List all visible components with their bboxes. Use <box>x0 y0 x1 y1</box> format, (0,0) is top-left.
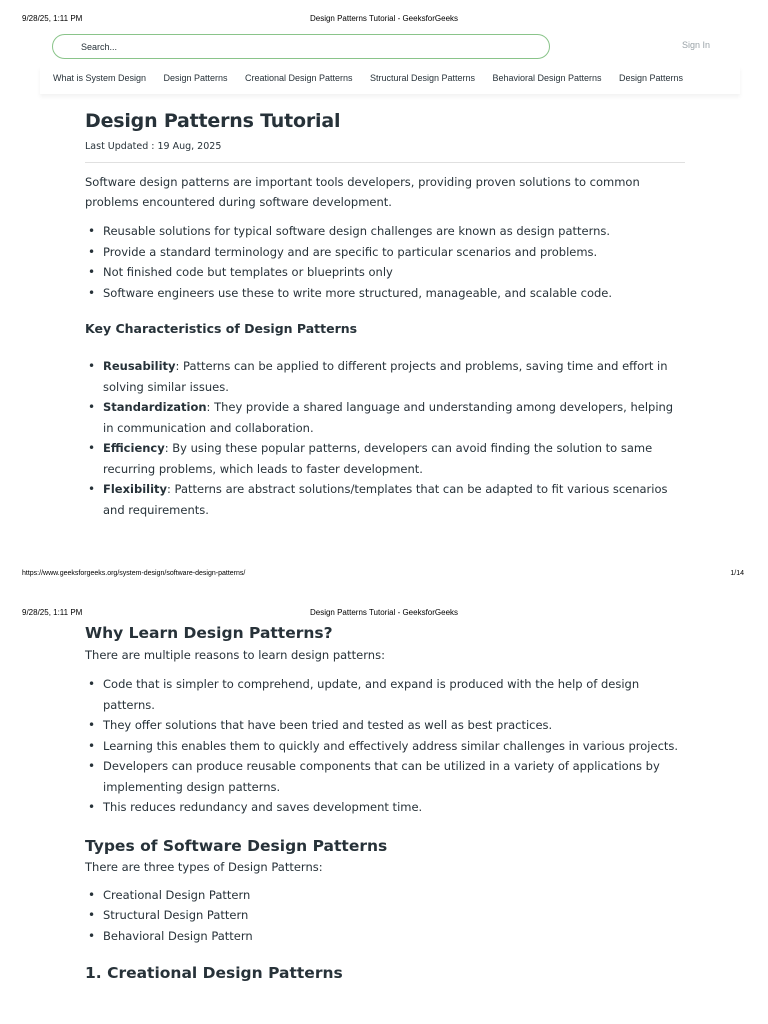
print-url: https://www.geeksforgeeks.org/system-design/software-design-patterns/ <box>22 570 246 577</box>
key-characteristics-heading: Key Characteristics of Design Patterns <box>85 321 358 336</box>
page-title: Design Patterns Tutorial <box>85 110 341 132</box>
list-item: • Learning this enables them to quickly and effectively address similar challenges in various projects. <box>85 736 685 757</box>
print-header-2 <box>0 608 768 622</box>
article-page-1 <box>85 110 685 520</box>
nav-item-behavioral[interactable]: Behavioral Design Patterns <box>492 73 602 83</box>
list-item <box>85 397 685 438</box>
list-item: • Software engineers use these to write more structured, manageable, and scalable code. <box>85 283 685 304</box>
print-footer <box>0 570 768 582</box>
list-item: • Provide a standard terminology and are specific to particular scenarios and problems. <box>85 242 685 263</box>
last-updated: Last Updated : 19 Aug, 2025 <box>85 141 222 152</box>
term: Efficiency <box>103 441 165 455</box>
nav-item-design-patterns-2[interactable]: Design Patterns <box>619 73 684 83</box>
nav-item-structural[interactable]: Structural Design Patterns <box>370 73 476 83</box>
term: Standardization <box>103 400 207 414</box>
intro-paragraph: Software design patterns are important tools developers, providing proven solutions to common problems encountered during software development. <box>85 175 640 209</box>
print-header <box>0 14 768 28</box>
divider <box>85 162 685 163</box>
page-number: 1/14 <box>730 570 744 577</box>
search-placeholder: Search... <box>81 41 118 52</box>
why-list <box>85 674 685 818</box>
sign-in-link[interactable]: Sign In <box>682 40 711 50</box>
print-title: Design Patterns Tutorial - GeeksforGeeks <box>309 14 459 23</box>
list-item: • Structural Design Pattern <box>85 905 685 926</box>
term: Flexibility <box>103 482 168 496</box>
list-item: • Creational Design Pattern <box>85 885 685 906</box>
print-date: 9/28/25, 1:11 PM <box>22 14 83 23</box>
list-item <box>85 356 685 397</box>
list-item: • Reusable solutions for typical software design challenges are known as design patterns. <box>85 221 685 242</box>
list-item: • Not finished code but templates or blueprints only <box>85 262 685 283</box>
topic-nav-bar <box>40 66 740 94</box>
article-page-2 <box>85 624 685 982</box>
list-item: • Code that is simpler to comprehend, update, and expand is produced with the help of design patterns. <box>85 674 685 715</box>
why-intro: There are multiple reasons to learn design patterns: <box>85 648 385 662</box>
characteristics-list <box>85 356 685 520</box>
term-text: : By using these popular patterns, developers can avoid finding the solution to same recurring problems, which leads to faster development. <box>103 441 653 476</box>
list-item: • Behavioral Design Pattern <box>85 926 685 947</box>
types-intro: There are three types of Design Patterns: <box>85 859 323 874</box>
types-heading: Types of Software Design Patterns <box>85 836 388 855</box>
print-title: Design Patterns Tutorial - GeeksforGeeks <box>309 608 459 617</box>
nav-item-design-patterns[interactable]: Design Patterns <box>163 73 228 83</box>
list-item <box>85 479 685 520</box>
types-list <box>85 885 685 947</box>
nav-item-system-design[interactable]: What is System Design <box>53 73 147 83</box>
creational-heading: 1. Creational Design Patterns <box>85 964 343 982</box>
term-text: : Patterns are abstract solutions/templates that can be adapted to fit various scenarios and requirements. <box>103 482 668 517</box>
term-text: : Patterns can be applied to different projects and problems, saving time and effort in solving similar issues. <box>103 359 668 394</box>
list-item <box>85 438 685 479</box>
nav-item-creational[interactable]: Creational Design Patterns <box>244 73 353 83</box>
print-date: 9/28/25, 1:11 PM <box>22 608 83 617</box>
term: Reusability <box>103 359 176 373</box>
list-item: • They offer solutions that have been tried and tested as well as best practices. <box>85 715 685 736</box>
search-input[interactable] <box>52 34 550 59</box>
list-item: • This reduces redundancy and saves development time. <box>85 797 685 818</box>
list-item: • Developers can produce reusable components that can be utilized in a variety of applications by implementing design patterns. <box>85 756 685 797</box>
intro-list <box>85 221 685 303</box>
why-learn-heading: Why Learn Design Patterns? <box>85 624 333 642</box>
term-text: : They provide a shared language and understanding among developers, helping in communication and collaboration. <box>103 400 674 435</box>
